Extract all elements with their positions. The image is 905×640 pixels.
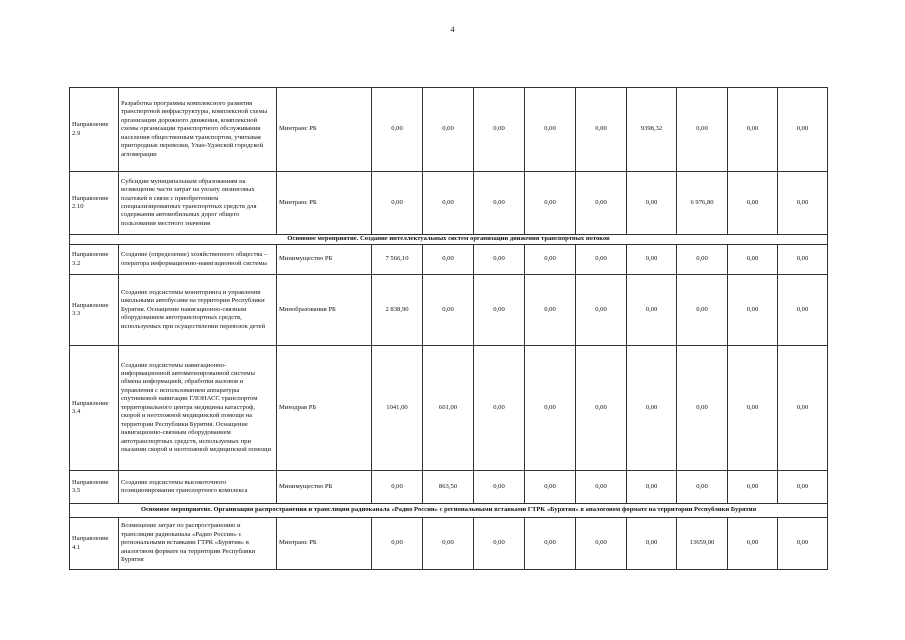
value-cell: 0,00 bbox=[728, 172, 778, 235]
value-cell: 0,00 bbox=[576, 172, 627, 235]
value-cell: 0,00 bbox=[474, 346, 525, 471]
table-row bbox=[70, 172, 828, 235]
section-title: Основное мероприятие. Создание интеллектуальных систем организации движения транспортных потоков bbox=[70, 235, 828, 245]
value-cell: 0,00 bbox=[627, 346, 677, 471]
value-cell: 0,00 bbox=[728, 471, 778, 504]
value-cell: 0,00 bbox=[372, 172, 423, 235]
direction-description: Создание подсистемы мониторинга и управления школьными автобусами на территории Республики Бурятия. Оснащение навигационно-связным оборудованием автотранспортных средств, используемых при осуществлении перевозок детей bbox=[119, 275, 277, 346]
table-row bbox=[70, 275, 828, 346]
value-cell: 0,00 bbox=[525, 275, 576, 346]
direction-description: Создание подсистемы навигационно-информационной автоматизированной системы обмена информацией, обработки вызовов и управления с использованием аппаратуры спутниковой навигации ГЛОНАСС транспортом территориального центра медицины катастроф, скорой и неотложной медицинской помощи на территории Республики Бурятия. Оснащение навигационно-связным оборудованием автотранспортных средств, используемых при оказании скорой и неотложной медицинской помощи bbox=[119, 346, 277, 471]
value-cell: 0,00 bbox=[423, 245, 474, 275]
direction-code: Направление 3.3 bbox=[70, 275, 119, 346]
value-cell: 0,00 bbox=[576, 275, 627, 346]
direction-description: Разработка программы комплексного развития транспортной инфраструктуры, комплексной схемы организации дорожного движения, комплексной схемы организации транспортного обслуживания населения общественным транспортом, учитывая пригородные перевозки, Улан-Удэнской городской агломерации bbox=[119, 88, 277, 172]
value-cell: 0,00 bbox=[627, 471, 677, 504]
section-row bbox=[70, 235, 828, 245]
value-cell: 0,00 bbox=[525, 88, 576, 172]
page-number: 4 bbox=[450, 25, 455, 34]
budget-table bbox=[69, 87, 828, 570]
table-row bbox=[70, 346, 828, 471]
table-row bbox=[70, 245, 828, 275]
value-cell: 0,00 bbox=[576, 518, 627, 570]
direction-code: Направление 2.10 bbox=[70, 172, 119, 235]
value-cell: 0,00 bbox=[525, 518, 576, 570]
responsible-body: Минтранс РБ bbox=[277, 172, 372, 235]
value-cell: 0,00 bbox=[778, 245, 828, 275]
value-cell: 0,00 bbox=[778, 518, 828, 570]
direction-code: Направление 2.9 bbox=[70, 88, 119, 172]
direction-description: Создание (определение) хозяйственного общества – оператора информационно-навигационной системы bbox=[119, 245, 277, 275]
value-cell: 0,00 bbox=[372, 88, 423, 172]
direction-description: Создание подсистемы высокоточного позиционирования транспортного комплекса bbox=[119, 471, 277, 504]
value-cell: 0,00 bbox=[677, 88, 728, 172]
direction-code: Направление 3.4 bbox=[70, 346, 119, 471]
value-cell: 0,00 bbox=[474, 88, 525, 172]
value-cell: 0,00 bbox=[778, 88, 828, 172]
value-cell: 0,00 bbox=[677, 275, 728, 346]
value-cell: 0,00 bbox=[728, 245, 778, 275]
value-cell: 7 566,10 bbox=[372, 245, 423, 275]
value-cell: 0,00 bbox=[372, 471, 423, 504]
value-cell: 0,00 bbox=[525, 172, 576, 235]
responsible-body: Минздрав РБ bbox=[277, 346, 372, 471]
direction-description: Субсидии муниципальным образованиям на возмещение части затрат на уплату лизинговых платежей в связи с приобретением специализированных транспортных средств для содержания автомобильных дорог общего пользования местного значения bbox=[119, 172, 277, 235]
section-row bbox=[70, 504, 828, 518]
value-cell: 0,00 bbox=[474, 518, 525, 570]
value-cell: 0,00 bbox=[474, 471, 525, 504]
value-cell: 0,00 bbox=[525, 245, 576, 275]
value-cell: 0,00 bbox=[728, 88, 778, 172]
value-cell: 0,00 bbox=[423, 518, 474, 570]
value-cell: 0,00 bbox=[778, 346, 828, 471]
table-row bbox=[70, 471, 828, 504]
value-cell: 0,00 bbox=[627, 172, 677, 235]
value-cell: 0,00 bbox=[677, 245, 728, 275]
value-cell: 0,00 bbox=[576, 471, 627, 504]
responsible-body: Минтранс РБ bbox=[277, 518, 372, 570]
value-cell: 0,00 bbox=[474, 275, 525, 346]
value-cell: 0,00 bbox=[474, 245, 525, 275]
value-cell: 0,00 bbox=[525, 471, 576, 504]
value-cell: 13659,00 bbox=[677, 518, 728, 570]
value-cell: 0,00 bbox=[576, 245, 627, 275]
responsible-body: Минтранс РБ bbox=[277, 88, 372, 172]
value-cell: 9398,32 bbox=[627, 88, 677, 172]
direction-description: Возмещение затрат по распространению и трансляции радиоканала «Радио России» с региональными вставками ГТРК «Бурятия» в аналоговом формате на территории Республики Бурятия bbox=[119, 518, 277, 570]
value-cell: 0,00 bbox=[778, 471, 828, 504]
value-cell: 6 976,80 bbox=[677, 172, 728, 235]
value-cell: 0,00 bbox=[372, 518, 423, 570]
value-cell: 0,00 bbox=[423, 172, 474, 235]
responsible-body: Минимущество РБ bbox=[277, 471, 372, 504]
table-row bbox=[70, 518, 828, 570]
value-cell: 0,00 bbox=[627, 518, 677, 570]
value-cell: 0,00 bbox=[677, 346, 728, 471]
value-cell: 601,00 bbox=[423, 346, 474, 471]
value-cell: 0,00 bbox=[576, 88, 627, 172]
value-cell: 0,00 bbox=[778, 172, 828, 235]
direction-code: Направление 4.1 bbox=[70, 518, 119, 570]
responsible-body: Минимущество РБ bbox=[277, 245, 372, 275]
value-cell: 0,00 bbox=[627, 275, 677, 346]
section-title: Основное мероприятие. Организация распространения и трансляции радиоканала «Радио России» с региональными вставками ГТРК «Бурятия» в аналоговом формате на территории Республики Бурятия bbox=[70, 504, 828, 518]
value-cell: 0,00 bbox=[728, 518, 778, 570]
value-cell: 0,00 bbox=[525, 346, 576, 471]
responsible-body: Минобразования РБ bbox=[277, 275, 372, 346]
value-cell: 0,00 bbox=[627, 245, 677, 275]
value-cell: 0,00 bbox=[677, 471, 728, 504]
value-cell: 1041,00 bbox=[372, 346, 423, 471]
value-cell: 0,00 bbox=[423, 275, 474, 346]
value-cell: 863,50 bbox=[423, 471, 474, 504]
value-cell: 2 838,90 bbox=[372, 275, 423, 346]
value-cell: 0,00 bbox=[576, 346, 627, 471]
value-cell: 0,00 bbox=[778, 275, 828, 346]
value-cell: 0,00 bbox=[728, 275, 778, 346]
value-cell: 0,00 bbox=[728, 346, 778, 471]
table-row bbox=[70, 88, 828, 172]
value-cell: 0,00 bbox=[423, 88, 474, 172]
direction-code: Направление 3.2 bbox=[70, 245, 119, 275]
value-cell: 0,00 bbox=[474, 172, 525, 235]
direction-code: Направление 3.5 bbox=[70, 471, 119, 504]
